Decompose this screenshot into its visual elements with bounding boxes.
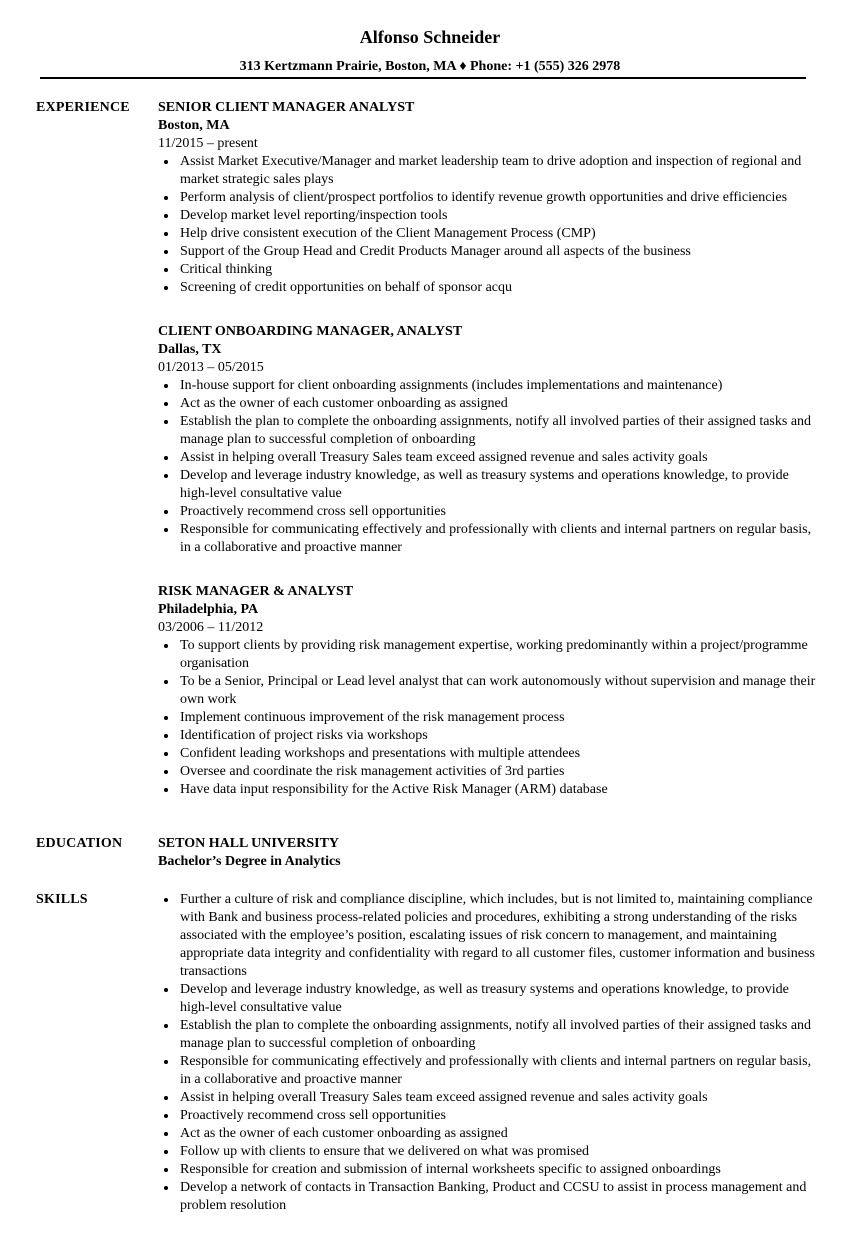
bullet-item: Identification of project risks via workshops (158, 727, 818, 745)
job-title: RISK MANAGER & ANALYST (158, 584, 354, 599)
bullet-item: Proactively recommend cross sell opportunities (158, 503, 818, 521)
bullet-item: In-house support for client onboarding assignments (includes implementations and maintenance) (158, 377, 818, 395)
job-dates: 01/2013 – 05/2015 (158, 360, 264, 375)
skill-item: Further a culture of risk and compliance discipline, which includes, but is not limited to, maintaining compliance with Bank and business process-related policies and procedures, exhibiting a strong understanding of the risks associated with the employee’s position, escalating issues of risk concern to management, and maintaining appropriate data integrity and confidentiality with regard to all customer files, customer information and business transactions (158, 891, 818, 981)
skill-item: Responsible for communicating effectively and professionally with clients and internal partners on regular basis, in a collaborative and proactive manner (158, 1053, 818, 1089)
bullet-item: Critical thinking (158, 261, 818, 279)
bullet-item: Implement continuous improvement of the risk management process (158, 709, 818, 727)
skills-label: SKILLS (36, 892, 88, 907)
experience-label: EXPERIENCE (36, 100, 130, 115)
job-location: Philadelphia, PA (158, 602, 259, 617)
contact-line: 313 Kertzmann Prairie, Boston, MA ♦ Phone: +1 (555) 326 2978 (239, 59, 621, 74)
job-bullets (158, 377, 818, 557)
job-dates: 11/2015 – present (158, 136, 258, 151)
bullet-item: Screening of credit opportunities on behalf of sponsor acqu (158, 279, 818, 297)
bullet-item: To be a Senior, Principal or Lead level analyst that can work autonomously without supervision and manage their own work (158, 673, 818, 709)
job-entry (158, 583, 818, 799)
bullet-item: Assist Market Executive/Manager and market leadership team to drive adoption and inspection of regional and market strategic sales plays (158, 153, 818, 189)
bullet-item: Establish the plan to complete the onboarding assignments, notify all involved parties of their assigned tasks and manage plan to successful completion of onboarding (158, 413, 818, 449)
job-location: Dallas, TX (158, 342, 222, 357)
skill-item: Follow up with clients to ensure that we delivered on what was promised (158, 1143, 818, 1161)
experience-jobs (158, 99, 818, 825)
job-entry (158, 323, 818, 557)
bullet-item: To support clients by providing risk management expertise, working predominantly within a project/programme organisation (158, 637, 818, 673)
header-divider (40, 77, 806, 79)
job-entry (158, 99, 818, 297)
skill-item: Develop a network of contacts in Transaction Banking, Product and CCSU to assist in process management and problem resolution (158, 1179, 818, 1215)
skill-item: Establish the plan to complete the onboarding assignments, notify all involved parties of their assigned tasks and manage plan to successful completion of onboarding (158, 1017, 818, 1053)
bullet-item: Have data input responsibility for the Active Risk Manager (ARM) database (158, 781, 818, 799)
bullet-item: Develop and leverage industry knowledge, as well as treasury systems and operations knowledge, to provide high-level consultative value (158, 467, 818, 503)
skill-item: Responsible for creation and submission of internal worksheets specific to assigned onboardings (158, 1161, 818, 1179)
skill-item: Act as the owner of each customer onboarding as assigned (158, 1125, 818, 1143)
bullet-item: Assist in helping overall Treasury Sales team exceed assigned revenue and sales activity goals (158, 449, 818, 467)
bullet-item: Confident leading workshops and presentations with multiple attendees (158, 745, 818, 763)
skill-item: Proactively recommend cross sell opportunities (158, 1107, 818, 1125)
bullet-item: Help drive consistent execution of the Client Management Process (CMP) (158, 225, 818, 243)
degree: Bachelor’s Degree in Analytics (158, 854, 341, 869)
bullet-item: Perform analysis of client/prospect portfolios to identify revenue growth opportunities and drive efficiencies (158, 189, 818, 207)
skills-list (158, 891, 818, 1215)
bullet-item: Develop market level reporting/inspection tools (158, 207, 818, 225)
job-title: CLIENT ONBOARDING MANAGER, ANALYST (158, 324, 463, 339)
job-bullets (158, 637, 818, 799)
school-name: SETON HALL UNIVERSITY (158, 836, 340, 851)
bullet-item: Oversee and coordinate the risk management activities of 3rd parties (158, 763, 818, 781)
bullet-item: Responsible for communicating effectively and professionally with clients and internal partners on regular basis, in a collaborative and proactive manner (158, 521, 818, 557)
job-location: Boston, MA (158, 118, 230, 133)
bullet-item: Act as the owner of each customer onboarding as assigned (158, 395, 818, 413)
candidate-name: Alfonso Schneider (359, 27, 501, 47)
bullet-item: Support of the Group Head and Credit Products Manager around all aspects of the business (158, 243, 818, 261)
education-label: EDUCATION (36, 836, 123, 851)
job-dates: 03/2006 – 11/2012 (158, 620, 264, 635)
skill-item: Develop and leverage industry knowledge, as well as treasury systems and operations knowledge, to provide high-level consultative value (158, 981, 818, 1017)
job-title: SENIOR CLIENT MANAGER ANALYST (158, 100, 415, 115)
job-bullets (158, 153, 818, 297)
skill-item: Assist in helping overall Treasury Sales team exceed assigned revenue and sales activity goals (158, 1089, 818, 1107)
